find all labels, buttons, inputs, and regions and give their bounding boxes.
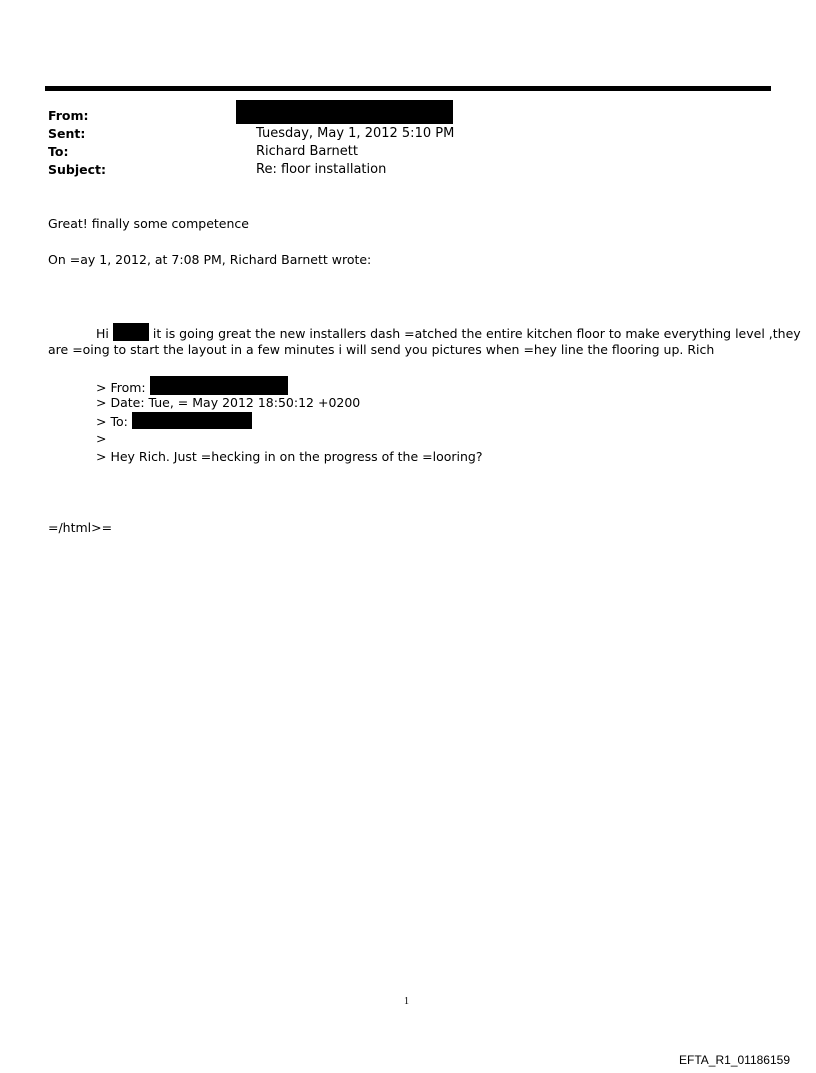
- quote-date-line: > Date: Tue, = May 2012 18:50:12 +0200: [96, 395, 361, 410]
- to-label: To:: [48, 144, 69, 159]
- from-redaction: [236, 100, 453, 124]
- subject-label: Subject:: [48, 162, 106, 177]
- reply-line: Great! finally some competence: [48, 216, 249, 231]
- paragraph-text: it is going great the new installers dash =atched the entire kitchen floor to make everything level ,they: [152, 326, 801, 341]
- quote-message-line: > Hey Rich. Just =hecking in on the progress of the =looring?: [96, 449, 483, 464]
- quote-from-redaction: [150, 376, 288, 395]
- quote-to-redaction: [132, 412, 252, 429]
- to-value: Richard Barnett: [256, 144, 358, 159]
- quoted-paragraph-line-1: [96, 323, 801, 343]
- page-number: 1: [404, 996, 409, 1007]
- from-label: From:: [48, 108, 89, 123]
- greeting-text: Hi: [96, 326, 109, 341]
- quoted-paragraph-line-2: are =oing to start the layout in a few minutes i will send you pictures when =hey line the flooring up. Rich: [48, 342, 715, 357]
- html-tail-line: =/html>=: [48, 520, 113, 535]
- header-rule: [45, 86, 771, 91]
- quote-intro-line: On =ay 1, 2012, at 7:08 PM, Richard Barnett wrote:: [48, 252, 372, 267]
- quote-to-line: [96, 412, 252, 431]
- document-id: EFTA_R1_01186159: [679, 1053, 790, 1067]
- quote-to-label: > To:: [96, 414, 128, 429]
- quote-blank-line: >: [96, 431, 107, 446]
- subject-value: Re: floor installation: [256, 162, 387, 177]
- sent-value: Tuesday, May 1, 2012 5:10 PM: [256, 126, 455, 141]
- name-redaction: [113, 323, 149, 341]
- quote-from-label: > From:: [96, 380, 146, 395]
- sent-label: Sent:: [48, 126, 86, 141]
